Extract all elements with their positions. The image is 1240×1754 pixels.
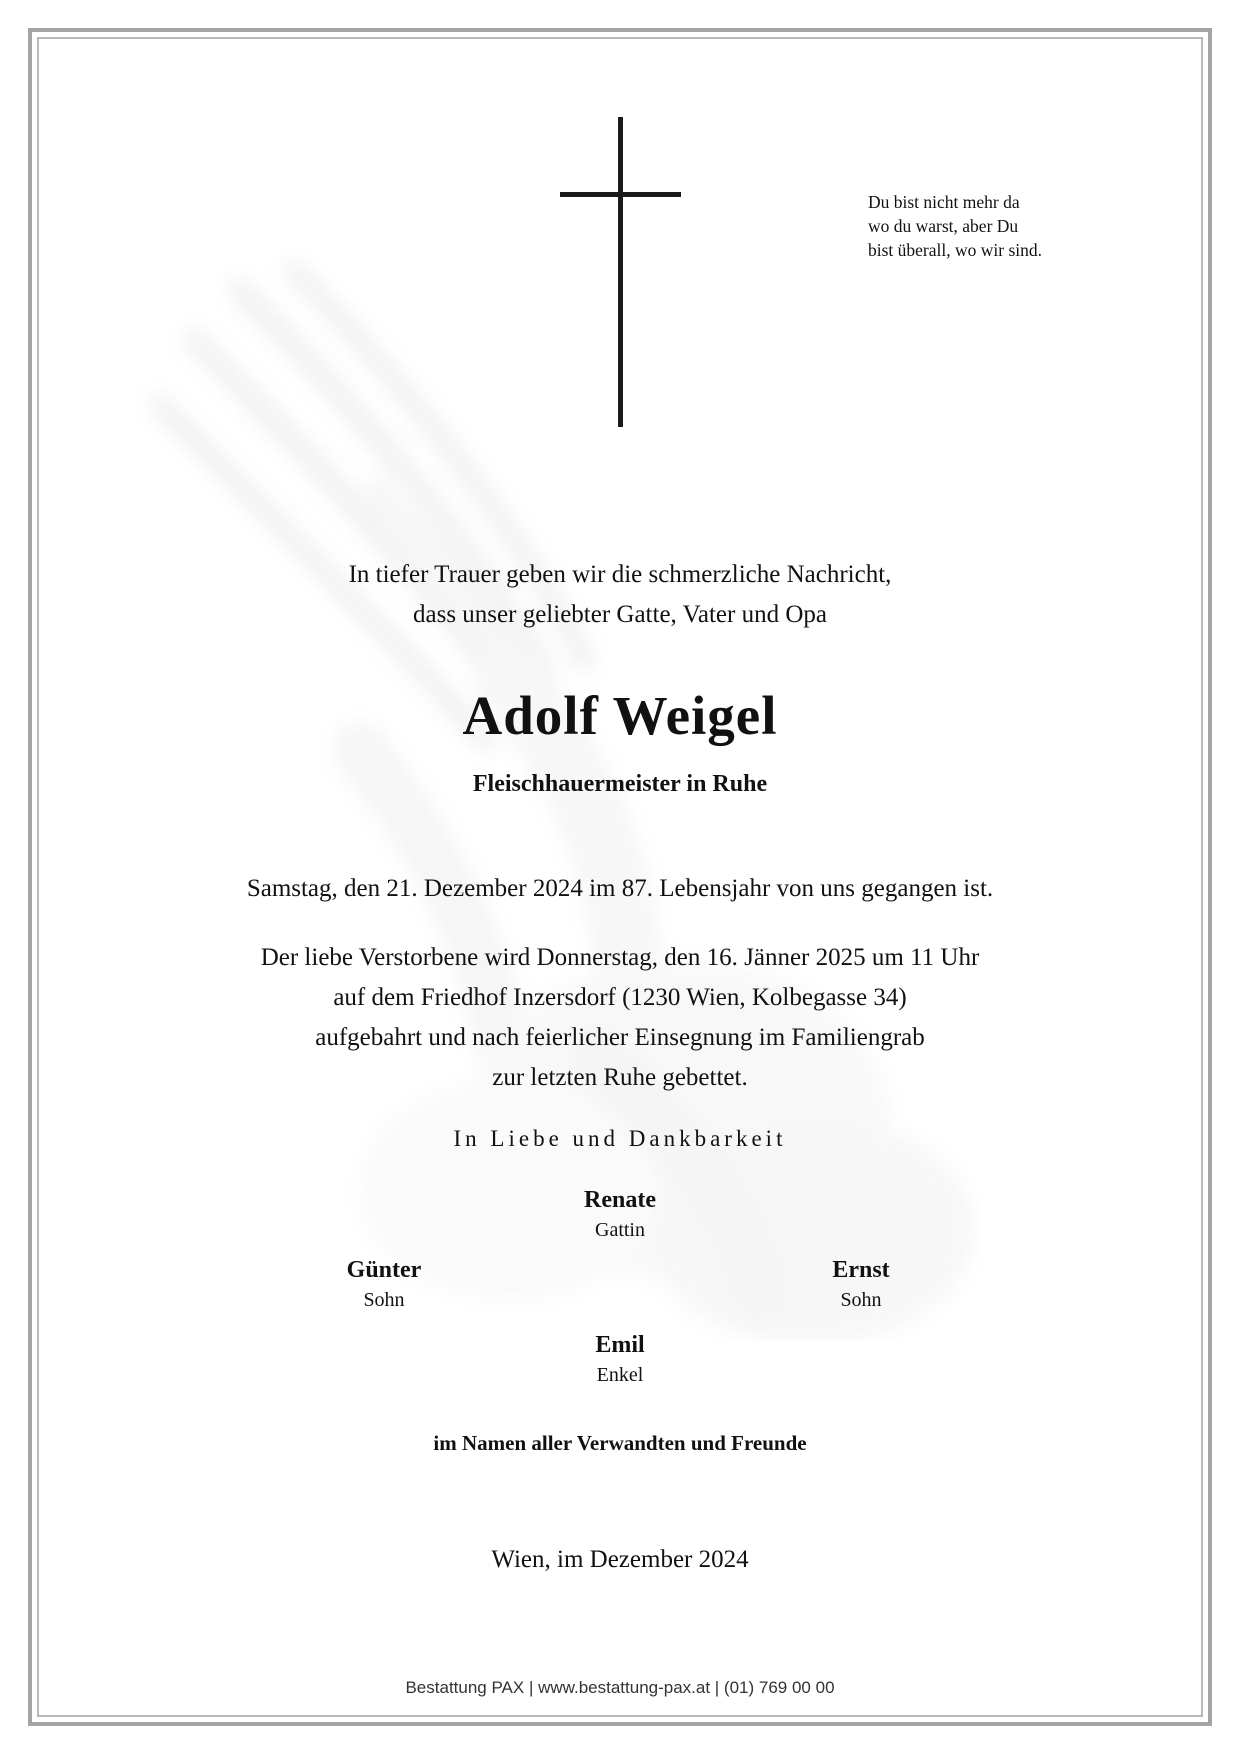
- mourner-relation: Sohn: [840, 1289, 882, 1311]
- funeral-details-line: aufgebahrt und nach feierlicher Einsegnung im Familiengrab: [315, 1024, 925, 1051]
- cross-icon-bar: [560, 192, 681, 197]
- funeral-details: [45, 938, 1195, 1098]
- funeral-details-line: zur letzten Ruhe gebettet.: [492, 1064, 748, 1091]
- mourner-name: Emil: [595, 1332, 645, 1358]
- mourner-ernst: [711, 1257, 1011, 1312]
- memorial-quote-line: Du bist nicht mehr da: [868, 192, 1020, 212]
- memorial-quote: [868, 190, 1098, 262]
- mourner-relation: Sohn: [363, 1289, 405, 1311]
- mourner-renate: [470, 1187, 770, 1242]
- deceased-name: Adolf Weigel: [462, 685, 778, 746]
- mourner-guenter: [234, 1257, 534, 1312]
- mourner-name: Renate: [584, 1187, 656, 1213]
- mourner-name: Ernst: [832, 1257, 890, 1283]
- deceased-title: Fleischhauermeister in Ruhe: [472, 771, 768, 797]
- funeral-home-footer: Bestattung PAX | www.bestattung-pax.at | (01) 769 00 00: [405, 1678, 835, 1697]
- cross-icon: [618, 117, 623, 427]
- mourner-emil: [470, 1332, 770, 1387]
- intro-line-2: dass unser geliebter Gatte, Vater und Opa: [413, 601, 827, 628]
- closing-phrase: In Liebe und Dankbarkeit: [453, 1126, 787, 1151]
- memorial-quote-line: bist überall, wo wir sind.: [868, 240, 1043, 260]
- funeral-details-line: auf dem Friedhof Inzersdorf (1230 Wien, Kolbegasse 34): [333, 984, 907, 1011]
- funeral-details-line: Der liebe Verstorbene wird Donnerstag, den 16. Jänner 2025 um 11 Uhr: [260, 944, 980, 971]
- memorial-quote-line: wo du warst, aber Du: [868, 216, 1019, 236]
- mourner-relation: Gattin: [595, 1219, 645, 1241]
- on-behalf-line: im Namen aller Verwandten und Freunde: [433, 1431, 807, 1455]
- mourner-name: Günter: [346, 1257, 422, 1283]
- intro-line-1: In tiefer Trauer geben wir die schmerzliche Nachricht,: [348, 561, 892, 588]
- place-date-line: Wien, im Dezember 2024: [491, 1546, 749, 1573]
- mourner-relation: Enkel: [596, 1364, 644, 1386]
- death-announcement-line: Samstag, den 21. Dezember 2024 im 87. Lebensjahr von uns gegangen ist.: [246, 875, 994, 902]
